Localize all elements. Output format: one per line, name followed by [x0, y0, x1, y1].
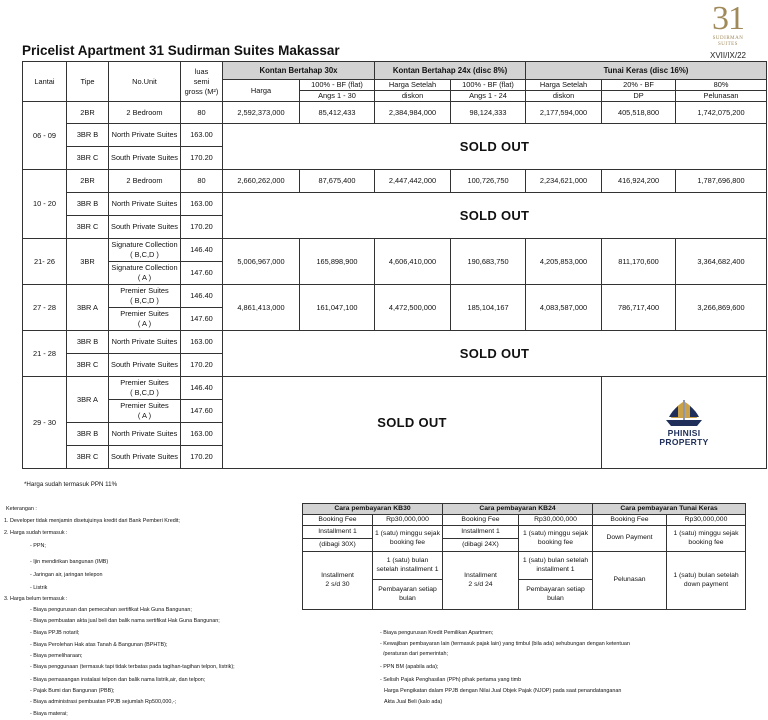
- installment-sub: (dibagi 30X): [303, 539, 373, 552]
- luas-cell: 146.40: [181, 285, 223, 308]
- harga24-cell: 4,606,410,000: [375, 239, 451, 285]
- harga24-cell: 2,384,984,000: [375, 102, 451, 124]
- angs24-cell: 190,683,750: [451, 239, 526, 285]
- harga-tk-cell: 2,234,621,000: [526, 170, 602, 193]
- header-angs30: Angs 1 - 30: [300, 91, 375, 102]
- unit-name: Premier Suites: [120, 309, 169, 318]
- note-item: - Biaya pengurusan Kredit Pemilikan Apartmen;: [380, 630, 494, 636]
- unit-name: Premier Suites: [120, 378, 169, 387]
- harga-cell: 4,861,413,000: [223, 285, 300, 331]
- header-tipe: Tipe: [67, 62, 109, 102]
- luas-cell: 146.40: [181, 377, 223, 400]
- unit-cell: [109, 239, 181, 262]
- header-pelunasan: Pelunasan: [676, 91, 767, 102]
- tipe-cell: 2BR: [67, 102, 109, 124]
- unit-variant: ( A ): [137, 273, 152, 282]
- table-row: [23, 285, 767, 308]
- tipe-cell: 3BR B: [67, 331, 109, 354]
- booking-fee-value: Rp30,000,000: [519, 515, 593, 526]
- note-item: - Biaya penggunaan (termasuk tapi tidak terbatas pada tagihan-tagihan telpon, listrik);: [30, 664, 235, 670]
- note-item: - Biaya pemeliharaan;: [30, 653, 83, 659]
- booking-fee-value: Rp30,000,000: [373, 515, 443, 526]
- luas-cell: 170.20: [181, 354, 223, 377]
- dp-cell: 811,170,600: [602, 239, 676, 285]
- installment-desc: 1 (satu) minggu sejak booking fee: [519, 526, 593, 552]
- luas-cell: 147.60: [181, 308, 223, 331]
- installment-label: Installment 1: [303, 526, 373, 539]
- unit-variant: ( B,C,D ): [130, 388, 159, 397]
- pelunasan-label: Pelunasan: [593, 552, 667, 610]
- tipe-cell: 3BR A: [67, 377, 109, 423]
- luas-cell: 170.20: [181, 216, 223, 239]
- harga-tk-cell: 2,177,594,000: [526, 102, 602, 124]
- unit-variant: ( B,C,D ): [130, 296, 159, 305]
- note-item: - Biaya administrasi pembuatan PPJB sejumlah Rp500,000,-;: [30, 699, 177, 705]
- phinisi-sub: PROPERTY: [659, 436, 709, 447]
- payment-header-kb30: Cara pembayaran KB30: [303, 504, 443, 515]
- tipe-cell: 3BR B: [67, 124, 109, 147]
- phinisi-logo-cell: [602, 377, 767, 469]
- sudirman-logo: [706, 2, 750, 60]
- payment-header-kb24: Cara pembayaran KB24: [443, 504, 593, 515]
- down-payment-desc: 1 (satu) minggu sejak booking fee: [667, 526, 746, 552]
- luas-cell: 147.60: [181, 262, 223, 285]
- note-item: 2. Harga sudah termasuk :: [4, 530, 68, 536]
- lantai-cell: 21 - 28: [23, 331, 67, 377]
- unit-cell: North Private Suites: [109, 124, 181, 147]
- installment-desc: Pembayaran setiap bulan: [373, 580, 443, 610]
- lantai-cell: 21- 26: [23, 239, 67, 285]
- angs30-cell: 87,675,400: [300, 170, 375, 193]
- note-item: 1. Developer tidak menjamin disetujuinya kredit dari Bank Pemberi Kredit;: [4, 518, 180, 524]
- unit-name: Premier Suites: [120, 286, 169, 295]
- sold-out-label: SOLD OUT: [223, 124, 767, 170]
- note-item: - Kewajiban pembayaran lain (termasuk pajak lain) yang timbul (bila ada) sehubungan dengan ketentuan: [380, 641, 630, 647]
- unit-cell: [109, 400, 181, 423]
- harga-cell: 5,006,967,000: [223, 239, 300, 285]
- unit-name: Signature Collection: [111, 240, 178, 249]
- unit-cell: 2 Bedroom: [109, 102, 181, 124]
- unit-variant: ( A ): [137, 319, 152, 328]
- tipe-cell: 3BR A: [67, 285, 109, 331]
- unit-cell: North Private Suites: [109, 193, 181, 216]
- note-item: - Biaya pemasangan instalasi telpon dan balik nama listrik,air, dan telpon;: [30, 677, 206, 683]
- header-harga-setelah: Harga Setelah: [375, 80, 451, 91]
- note-item: - Biaya Perolehan Hak atas Tanah & Bangunan (BPHTB);: [30, 642, 168, 648]
- note-item: - Pajak Bumi dan Bangunan (PBB);: [30, 688, 115, 694]
- angs30-cell: 85,412,433: [300, 102, 375, 124]
- header-bf-flat-24: 100% - BF (flat): [451, 80, 526, 91]
- tipe-cell: 3BR C: [67, 216, 109, 239]
- harga-tk-cell: 4,205,853,000: [526, 239, 602, 285]
- note-item: - Biaya materai;: [30, 711, 68, 717]
- tipe-cell: 2BR: [67, 170, 109, 193]
- installment-range-value: 2 s/d 24: [468, 580, 493, 588]
- sold-out-label: SOLD OUT: [223, 193, 767, 239]
- tipe-cell: 3BR B: [67, 193, 109, 216]
- installment-range: [443, 552, 519, 610]
- pricelist-table: [22, 61, 767, 469]
- table-row: [23, 239, 767, 262]
- harga-tk-cell: 4,083,587,000: [526, 285, 602, 331]
- dp-cell: 405,518,800: [602, 102, 676, 124]
- down-payment-label: Down Payment: [593, 526, 667, 552]
- unit-cell: South Private Suites: [109, 147, 181, 170]
- angs24-cell: 185,104,167: [451, 285, 526, 331]
- tipe-cell: 3BR B: [67, 423, 109, 446]
- harga24-cell: 4,472,500,000: [375, 285, 451, 331]
- note-item: - Ijin mendirikan bangunan (IMB): [30, 559, 109, 565]
- unit-cell: [109, 262, 181, 285]
- installment-range-value: 2 s/d 30: [325, 580, 350, 588]
- unit-name: Signature Collection: [111, 263, 178, 272]
- unit-name: Premier Suites: [120, 401, 169, 410]
- angs30-cell: 161,047,100: [300, 285, 375, 331]
- table-row: [23, 377, 767, 400]
- booking-fee-label: Booking Fee: [593, 515, 667, 526]
- installment-desc: 1 (satu) bulan setelah installment 1: [519, 552, 593, 580]
- pelunasan-cell: 3,364,682,400: [676, 239, 767, 285]
- luas-cell: 147.60: [181, 400, 223, 423]
- angs24-cell: 100,726,750: [451, 170, 526, 193]
- unit-cell: [109, 377, 181, 400]
- ppn-note: *Harga sudah termasuk PPN 11%: [24, 481, 118, 488]
- header-dp: DP: [602, 91, 676, 102]
- table-row: [23, 193, 767, 216]
- pelunasan-desc: 1 (satu) bulan setelah down payment: [667, 552, 746, 610]
- harga-cell: 2,592,373,000: [223, 102, 300, 124]
- logo-sub: SUITES: [718, 42, 738, 47]
- unit-cell: South Private Suites: [109, 446, 181, 469]
- unit-cell: North Private Suites: [109, 423, 181, 446]
- header-lantai: Lantai: [23, 62, 67, 102]
- tipe-cell: 3BR: [67, 239, 109, 285]
- sold-out-label: SOLD OUT: [223, 331, 767, 377]
- logo-brand: SUDIRMAN: [712, 36, 744, 41]
- unit-cell: [109, 285, 181, 308]
- header-80: 80%: [676, 80, 767, 91]
- header-bf-flat: 100% - BF (flat): [300, 80, 375, 91]
- luas-line1: luas: [194, 66, 209, 76]
- ship-icon: [661, 399, 707, 429]
- tipe-cell: 3BR C: [67, 446, 109, 469]
- luas-cell: 163.00: [181, 331, 223, 354]
- lantai-cell: 06 - 09: [23, 102, 67, 170]
- note-item: 3. Harga belum termasuk :: [4, 596, 68, 602]
- installment-desc: 1 (satu) bulan setelah installment 1: [373, 552, 443, 580]
- phinisi-logo: [603, 399, 765, 447]
- header-bf20: 20% - BF: [602, 80, 676, 91]
- installment-desc: Pembayaran setiap bulan: [519, 580, 593, 610]
- note-item: - Biaya pengurusan dan pemecahan sertifikat Hak Guna Bangunan;: [30, 607, 192, 613]
- header-kb24: Kontan Bertahap 24x (disc 8%): [375, 62, 526, 80]
- table-row: [23, 124, 767, 147]
- luas-line2: semi: [193, 76, 210, 86]
- booking-fee-label: Booking Fee: [443, 515, 519, 526]
- pelunasan-cell: 3,266,869,600: [676, 285, 767, 331]
- unit-variant: ( B,C,D ): [130, 250, 159, 259]
- note-item: - Selisih Pajak Penghasilan (PPh) pihak pertama yang timb: [380, 677, 522, 683]
- unit-cell: [109, 308, 181, 331]
- luas-cell: 163.00: [181, 193, 223, 216]
- lantai-cell: 29 - 30: [23, 377, 67, 469]
- payment-header-tk: Cara pembayaran Tunai Keras: [593, 504, 746, 515]
- installment-range: [303, 552, 373, 610]
- header-no-unit: No.Unit: [109, 62, 181, 102]
- pricelist-date: XVII/IX/22: [709, 51, 747, 60]
- angs30-cell: 165,898,900: [300, 239, 375, 285]
- header-luas: [181, 62, 223, 102]
- unit-cell: 2 Bedroom: [109, 170, 181, 193]
- pelunasan-cell: 1,742,075,200: [676, 102, 767, 124]
- booking-fee-value: Rp30,000,000: [667, 515, 746, 526]
- header-kb30: Kontan Bertahap 30x: [223, 62, 375, 80]
- note-item: /peraturan dari pemerintah;: [383, 651, 449, 657]
- note-item: - Jaringan air, jaringan telepon: [30, 572, 103, 578]
- logo-number: 31: [712, 0, 744, 37]
- installment-range-label: Installment: [464, 572, 497, 579]
- unit-cell: North Private Suites: [109, 331, 181, 354]
- lantai-cell: 27 - 28: [23, 285, 67, 331]
- unit-variant: ( A ): [137, 411, 152, 420]
- keterangan-heading: Keterangan :: [6, 506, 37, 512]
- angs24-cell: 98,124,333: [451, 102, 526, 124]
- lantai-cell: 10 - 20: [23, 170, 67, 239]
- phinisi-name: PHINISI: [667, 427, 701, 438]
- header-tunai-keras: Tunai Keras (disc 16%): [526, 62, 767, 80]
- page-title: Pricelist Apartment 31 Sudirman Suites Makassar: [22, 43, 340, 58]
- installment-sub: (dibagi 24X): [443, 539, 519, 552]
- tipe-cell: 3BR C: [67, 354, 109, 377]
- note-item: - PPN BM (apabila ada);: [380, 664, 439, 670]
- payment-table: [302, 503, 746, 610]
- table-row: [23, 170, 767, 193]
- harga24-cell: 2,447,442,000: [375, 170, 451, 193]
- luas-cell: 170.20: [181, 147, 223, 170]
- luas-cell: 146.40: [181, 239, 223, 262]
- dp-cell: 786,717,400: [602, 285, 676, 331]
- dp-cell: 416,924,200: [602, 170, 676, 193]
- note-item: - Listrik: [30, 585, 48, 591]
- pelunasan-cell: 1,787,696,800: [676, 170, 767, 193]
- table-row: [23, 331, 767, 354]
- header-harga-setelah-tk: Harga Setelah: [526, 80, 602, 91]
- luas-cell: 163.00: [181, 124, 223, 147]
- unit-cell: South Private Suites: [109, 216, 181, 239]
- installment-label: Installment 1: [443, 526, 519, 539]
- luas-line3: gross (M²): [184, 86, 219, 96]
- header-harga: Harga: [223, 80, 300, 102]
- luas-cell: 80: [181, 170, 223, 193]
- note-item: Akta Jual Beli (kalo ada): [384, 699, 443, 705]
- note-item: - Biaya PPJB notaril;: [30, 630, 80, 636]
- note-item: Harga Pengikatan dalam PPJB dengan Nilai Jual Objek Pajak (NJOP) pada saat penandatanganan: [384, 688, 622, 694]
- sold-out-label: SOLD OUT: [223, 377, 602, 469]
- note-item: - Biaya pembuatan akta jual beli dan balik nama sertifikat Hak Guna Bangunan;: [30, 618, 220, 624]
- luas-cell: 80: [181, 102, 223, 124]
- table-row: [23, 102, 767, 124]
- installment-range-label: Installment: [321, 572, 354, 579]
- luas-cell: 163.00: [181, 423, 223, 446]
- header-diskon-tk: diskon: [526, 91, 602, 102]
- harga-cell: 2,660,262,000: [223, 170, 300, 193]
- tipe-cell: 3BR C: [67, 147, 109, 170]
- unit-cell: South Private Suites: [109, 354, 181, 377]
- header-angs24: Angs 1 - 24: [451, 91, 526, 102]
- luas-cell: 170.20: [181, 446, 223, 469]
- note-item: - PPN;: [30, 543, 46, 549]
- header-diskon: diskon: [375, 91, 451, 102]
- booking-fee-label: Booking Fee: [303, 515, 373, 526]
- installment-desc: 1 (satu) minggu sejak booking fee: [373, 526, 443, 552]
